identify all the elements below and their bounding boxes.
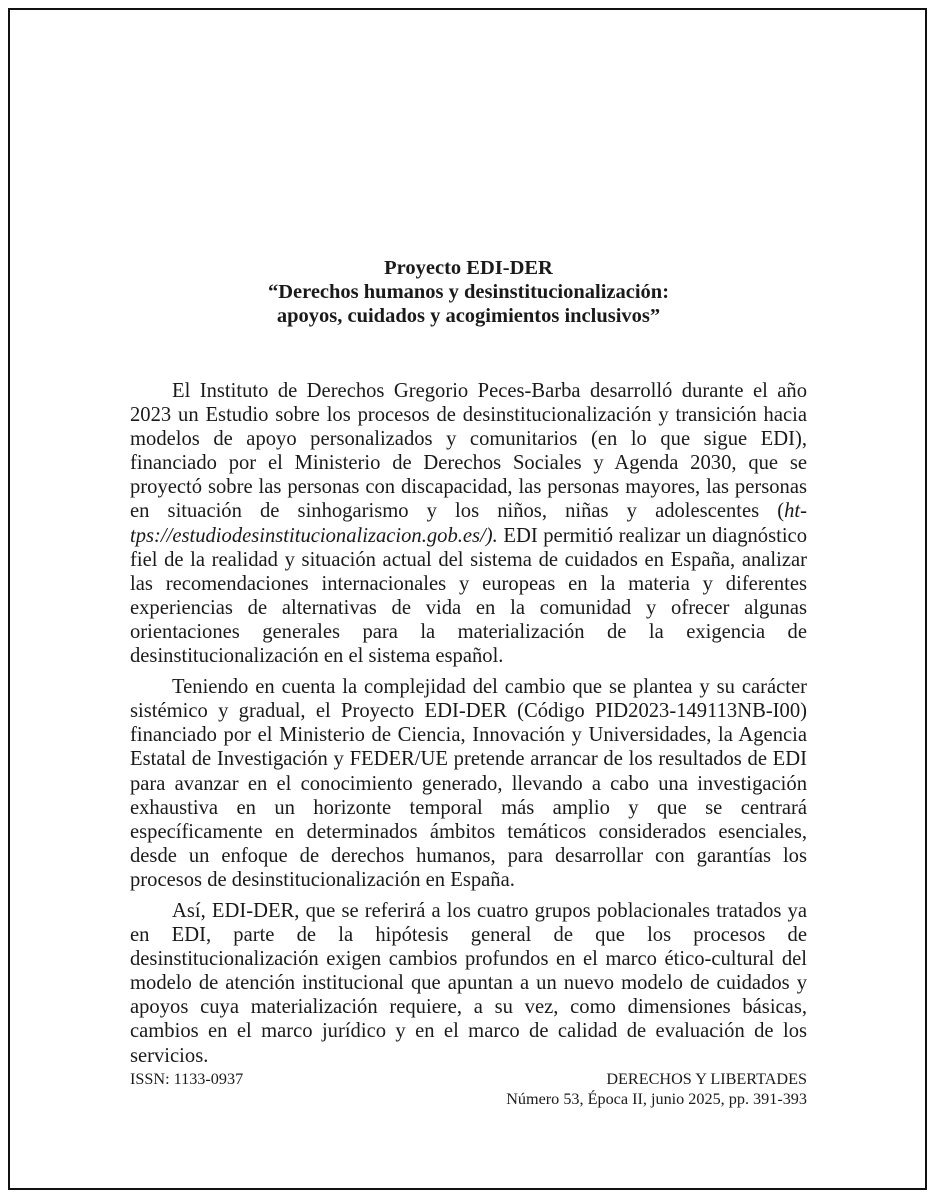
article-heading — [130, 256, 807, 328]
project-name: Proyecto EDI-DER — [384, 257, 553, 279]
project-title-line-1: “Derechos humanos y desinstitucionalización: — [267, 281, 670, 303]
issn-label: ISSN: 1133-0937 — [130, 1070, 244, 1088]
paragraph-1-text-a: El Instituto de Derechos Gregorio Peces-Barba desarrolló durante el año 2023 un Estudio sobre los procesos de desinstitucionalización y transición hacia modelos de apoyo personalizados y comunitarios (en lo que sigue EDI), financiado por el Ministerio de Derechos Sociales y Agenda 2030, que se proyectó sobre las personas con discapacidad, las personas mayores, las personas en situación de sinhogarismo y los niños, niñas y adolescentes ( — [130, 380, 807, 523]
paragraph-1 — [130, 379, 807, 668]
paragraph-2: Teniendo en cuenta la complejidad del cambio que se plantea y su carácter sistémico y gradual, el Proyecto EDI-DER (Código PID2023-149113NB-I00) financiado por el Ministerio de Ciencia, Innovación y Universidades, la Agencia Estatal de Investigación y FEDER/UE pretende arrancar de los resultados de EDI para avanzar en el conocimiento generado, llevando a cabo una investigación exhaustiva en un horizonte temporal más amplio y que se centrará específicamente en determinados ámbitos temáticos considerados esenciales, desde un enfoque de derechos humanos, para desarrollar con garantías los procesos de desinstitucionalización en España. — [130, 676, 807, 891]
journal-name: DERECHOS Y LIBERTADES — [606, 1070, 807, 1088]
study-url-link: ht-tps://estudiodesinstitucionalizacion.gob.es/). — [130, 500, 807, 547]
journal-info — [506, 1069, 807, 1109]
paragraph-1-text-b: EDI permitió realizar un diagnóstico fiel de la realidad y situación actual del sistema de cuidados en España, analizar las recomendaciones internacionales y europeas en la materia y diferentes experiencias de alternativas de vida en la comunidad y ofrecer algunas orientaciones generales para la materialización de la exigencia de desinstitucionalización en el sistema español. — [130, 524, 807, 668]
paragraph-3: Así, EDI-DER, que se referirá a los cuatro grupos poblacionales tratados ya en EDI, parte de la hipótesis general de que los procesos de desinstitucionalización exigen cambios profundos en el marco ético-cultural del modelo de atención institucional que apuntan a un nuevo modelo de cuidados y apoyos cuya materialización requiere, a su vez, como dimensiones básicas, cambios en el marco jurídico y en el marco de calidad de evaluación de los servicios. — [130, 899, 807, 1067]
issue-details: Número 53, Época II, junio 2025, pp. 391-393 — [506, 1090, 807, 1108]
project-title-line-2: apoyos, cuidados y acogimientos inclusivos” — [276, 305, 661, 327]
article-body — [130, 379, 807, 1075]
